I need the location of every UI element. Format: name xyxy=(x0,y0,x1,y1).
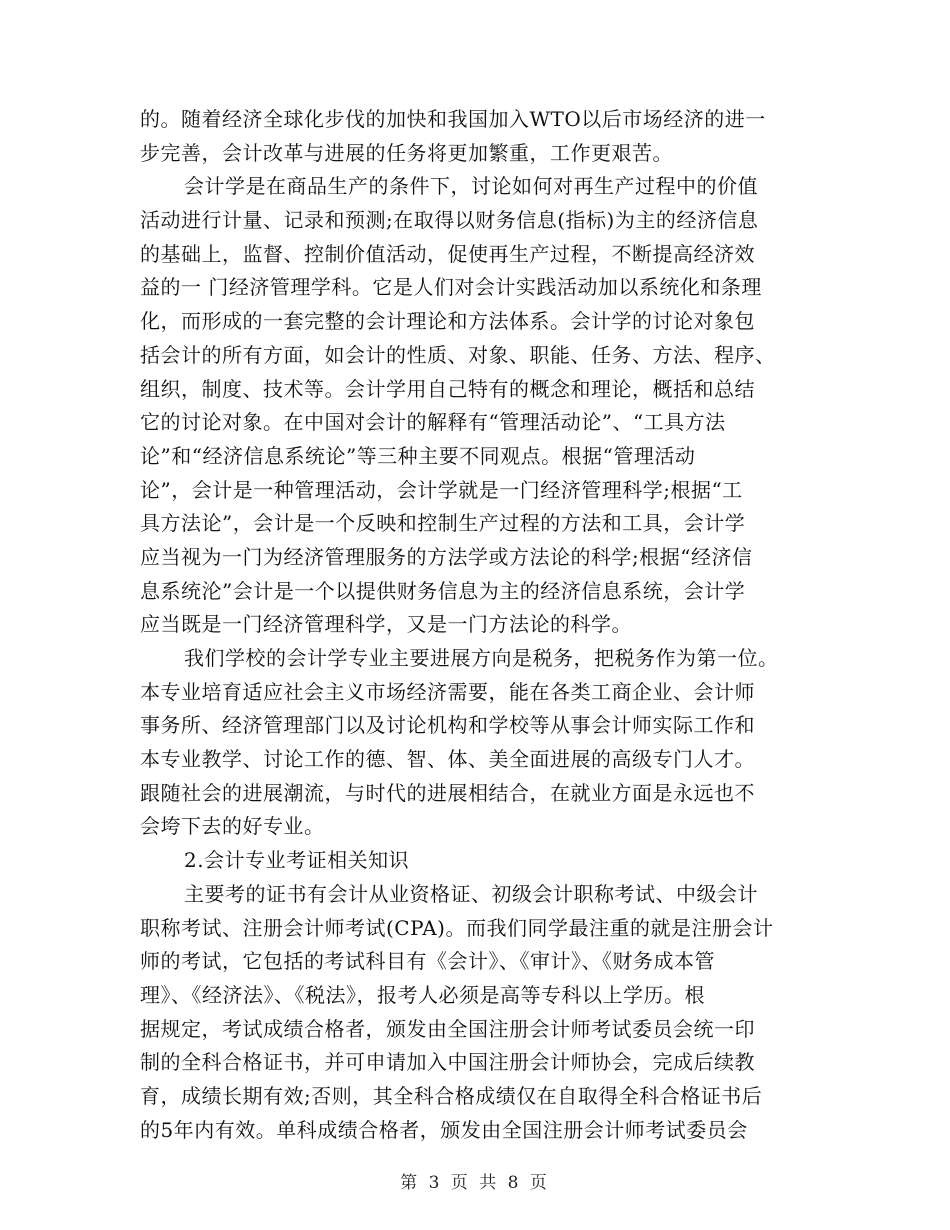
text-line: 我们学校的会计学专业主要进展方向是税务，把税务作为第一位。 xyxy=(184,646,779,670)
text-line: 据规定，考试成绩合格者，颁发由全国注册会计师考试委员会统一印 xyxy=(140,1016,755,1041)
text-line: 的5年内有效。单科成绩合格者，颁发由全国注册会计师考试委员会 xyxy=(140,1117,748,1142)
text-line: 的基础上，监督、控制价值活动，促使再生产过程，不断提高经济效 xyxy=(140,241,755,266)
text-line: 会垮下去的好专业。 xyxy=(140,814,325,839)
text-line: 论”，会计是一种管理活动，会计学就是一门经济管理科学;根据“工 xyxy=(140,477,743,502)
text-line: 括会计的所有方面，如会计的性质、对象、职能、任务、方法、程序、 xyxy=(140,342,776,367)
text-line: 事务所、经济管理部门以及讨论机构和学校等从事会计师实际工作和 xyxy=(140,713,755,738)
text-line: 化，而形成的一套完整的会计理论和方法体系。会计学的讨论对象包 xyxy=(140,309,755,334)
text-line: 制的全科合格证书，并可申请加入中国注册会计师协会，完成后续教 xyxy=(140,1050,755,1075)
text-line: 它的讨论对象。在中国对会计的解释有“管理活动论”、“工具方法 xyxy=(140,410,726,435)
text-line: 步完善，会计改革与进展的任务将更加繁重，工作更艰苦。 xyxy=(140,140,673,165)
text-line: 本专业教学、讨论工作的德、智、体、美全面进展的高级专门人才。 xyxy=(140,747,755,772)
text-line: 职称考试、注册会计师考试(CPA)。而我们同学最注重的就是注册会计 xyxy=(140,915,774,940)
page-number: 第 3 页 共 8 页 xyxy=(400,1173,550,1193)
text-line: 组织，制度、技术等。会计学用自己特有的概念和理论，概括和总结 xyxy=(140,376,755,401)
body-text xyxy=(140,103,810,1147)
section-heading: 2.会计专业考证相关知识 xyxy=(184,848,410,873)
text-line: 主要考的证书有会计从业资格证、初级会计职称考试、中级会计 xyxy=(184,881,758,906)
text-line: 师的考试，它包括的考试科目有《会计》、《审计》、《财务成本管 xyxy=(140,949,715,974)
text-line: 理》、《经济法》、《税法》，报考人必须是高等专科以上学历。根 xyxy=(140,982,705,1007)
text-line: 论”和“经济信息系统论”等三种主要不同观点。根据“管理活动 xyxy=(140,443,696,468)
text-line: 本专业培育适应社会主义市场经济需要，能在各类工商企业、会计师 xyxy=(140,679,755,704)
text-line: 的。随着经济全球化步伐的加快和我国加入WTO以后市场经济的进一 xyxy=(140,107,766,131)
text-line: 应当视为一门为经济管理服务的方法学或方法论的科学;根据“经济信 xyxy=(140,544,753,569)
text-line: 活动进行计量、记录和预测;在取得以财务信息(指标)为主的经济信息 xyxy=(140,208,759,233)
text-line: 具方法论”，会计是一个反映和控制生产过程的方法和工具，会计学 xyxy=(140,511,746,536)
text-line: 益的一 门经济管理学科。它是人们对会计实践活动加以系统化和条理 xyxy=(140,275,762,300)
text-line: 育，成绩长期有效;否则，其全科合格成绩仅在自取得全科合格证书后 xyxy=(140,1083,763,1108)
text-line: 应当既是一门经济管理科学，又是一门方法论的科学。 xyxy=(140,612,632,637)
text-line: 跟随社会的进展潮流，与时代的进展相结合，在就业方面是永远也不 xyxy=(140,780,755,805)
text-line: 息系统沦”会计是一个以提供财务信息为主的经济信息系统，会计学 xyxy=(140,578,746,603)
text-line: 会计学是在商品生产的条件下，讨论如何对再生产过程中的价值 xyxy=(184,174,758,199)
